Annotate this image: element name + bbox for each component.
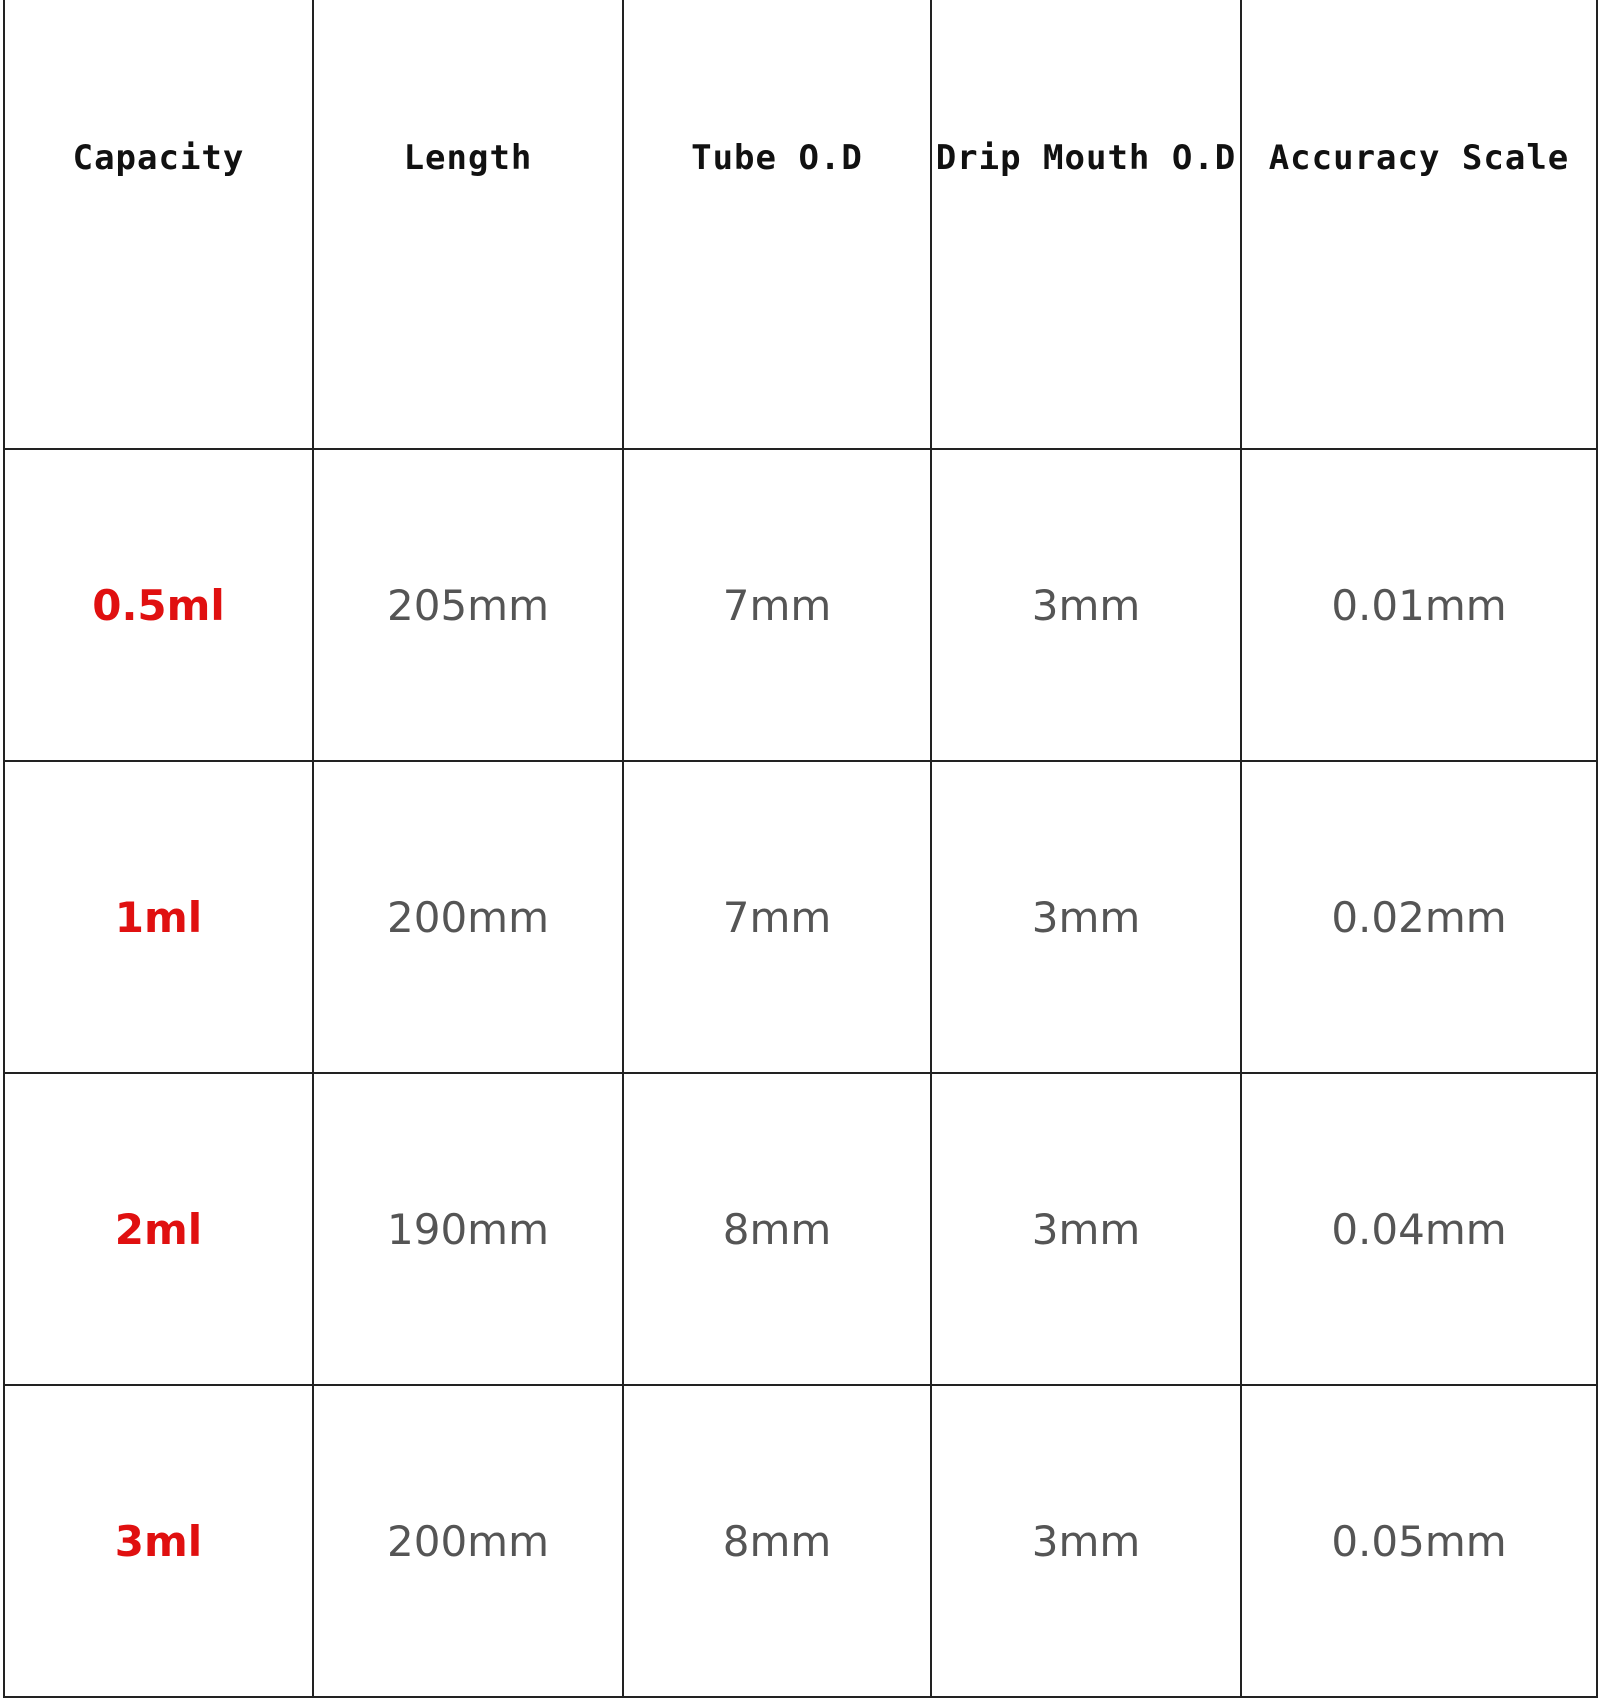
accuracy-scale-cell: 0.04mm [1241,1073,1597,1385]
header-capacity: Capacity [4,0,313,449]
drip-mouth-od-cell: 3mm [931,1385,1241,1697]
tube-od-cell: 7mm [623,449,931,761]
drip-mouth-od-cell: 3mm [931,761,1241,1073]
header-length: Length [313,0,623,449]
header-drip-mouth-od: Drip Mouth O.D [931,0,1241,449]
header-accuracy-scale: Accuracy Scale [1241,0,1597,449]
length-cell: 200mm [313,761,623,1073]
table-row [4,1385,1597,1697]
tube-od-cell: 7mm [623,761,931,1073]
length-cell: 200mm [313,1385,623,1697]
length-cell: 190mm [313,1073,623,1385]
drip-mouth-od-cell: 3mm [931,449,1241,761]
header-row [4,0,1597,449]
tube-od-cell: 8mm [623,1073,931,1385]
length-cell: 205mm [313,449,623,761]
accuracy-scale-cell: 0.01mm [1241,449,1597,761]
accuracy-scale-cell: 0.05mm [1241,1385,1597,1697]
capacity-cell: 0.5ml [4,449,313,761]
tube-od-cell: 8mm [623,1385,931,1697]
capacity-cell: 1ml [4,761,313,1073]
capacity-cell: 3ml [4,1385,313,1697]
header-tube-od: Tube O.D [623,0,931,449]
spec-table [3,0,1598,1698]
capacity-cell: 2ml [4,1073,313,1385]
table-row [4,1073,1597,1385]
accuracy-scale-cell: 0.02mm [1241,761,1597,1073]
drip-mouth-od-cell: 3mm [931,1073,1241,1385]
table-row [4,761,1597,1073]
table-row [4,449,1597,761]
